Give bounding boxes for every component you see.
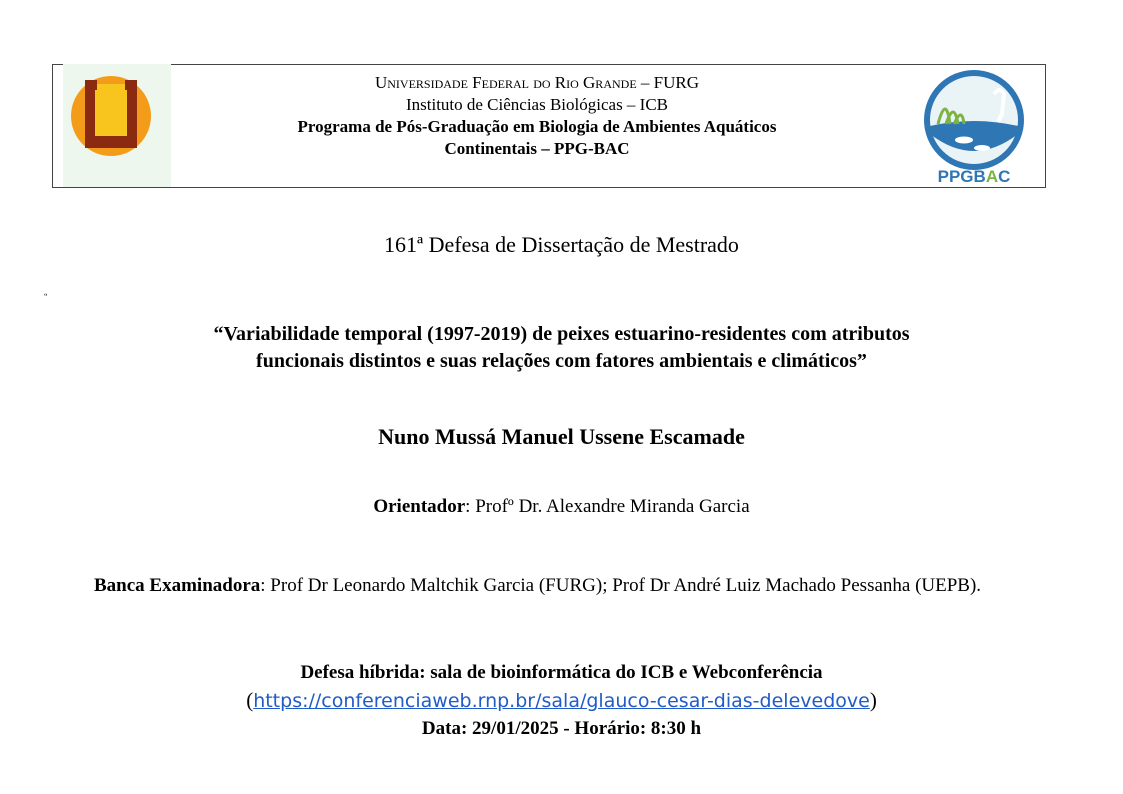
thesis-title-line1: “Variabilidade temporal (1997-2019) de peixes estuarino-residentes com atributos [213, 323, 910, 345]
advisor-label: Orientador [373, 496, 466, 517]
thesis-title-line2: funcionais distintos e suas relações com fatores ambientais e climáticos” [256, 350, 867, 372]
institute-name: Instituto de Ciências Biológicas – ICB [405, 95, 669, 114]
stray-quote-mark: “ [44, 292, 48, 301]
advisor-value: : Profº Dr. Alexandre Miranda Garcia [465, 496, 750, 517]
ppgbac-logo-icon [902, 64, 1046, 188]
committee-label: Banca Examinadora [94, 575, 261, 596]
furg-logo-icon [63, 64, 159, 160]
conference-link[interactable]: https://conferenciaweb.rnp.br/sala/glauco-cesar-dias-delevedove [253, 690, 870, 712]
session-mode: Defesa híbrida: sala de bioinformática do ICB e Webconferência [300, 662, 823, 683]
ppgbac-logo-text-part2: A [985, 167, 999, 186]
committee-paragraph [44, 564, 1079, 608]
open-paren: ( [246, 688, 254, 712]
advisor-line [0, 496, 1123, 518]
ppgbac-logo-text-part3: C [998, 167, 1011, 186]
defense-heading: 161ª Defesa de Dissertação de Mestrado [384, 232, 739, 257]
header-text [172, 72, 902, 160]
close-paren: ) [869, 688, 877, 712]
author-name: Nuno Mussá Manuel Ussene Escamade [378, 424, 745, 449]
university-name: Universidade Federal do Rio Grande – FURG [374, 73, 699, 92]
thesis-title [0, 321, 1123, 375]
session-link-line [0, 688, 1123, 713]
ppgbac-logo-text-part1: PPGB [937, 167, 986, 186]
session-datetime: Data: 29/01/2025 - Horário: 8:30 h [421, 718, 702, 739]
committee-value: : Prof Dr Leonardo Maltchik Garcia (FURG); Prof Dr André Luiz Machado Pessanha (UEPB). [260, 575, 982, 596]
program-name-line1: Programa de Pós-Graduação em Biologia de Ambientes Aquáticos [297, 117, 777, 136]
program-name-line2: Continentais – PPG-BAC [444, 139, 630, 158]
svg-text:PPGBAC [938, 167, 1011, 186]
